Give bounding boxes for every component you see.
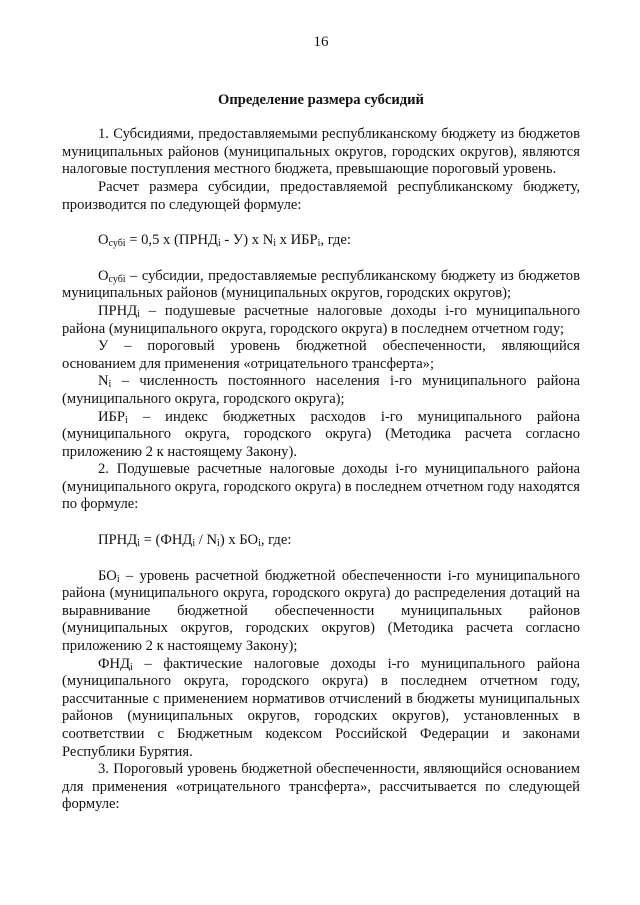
definition-fnd: $ФНД_i$ – фактические налоговые доходы i-го муниципального района (муниципального округа, городского округа) в последнем отчетном году, рассчитанные с применением нормативов отчислений в бюджеты муниципальных районов (муниципальных округов, городских округов), установленных в соответствии с Бюджетным кодексом Российской Федерации и законами Республики Бурятия. <box>62 655 580 760</box>
definition-osub: $О_{субi}$ – субсидии, предоставляемые республиканскому бюджету из бюджетов муниципальных районов (муниципальных округов, городских округов); <box>62 267 580 302</box>
section-heading: Определение размера субсидий <box>218 91 424 108</box>
formula-prnd: $ПРНД_i = (ФНД_i / N_i)$ x $БО_i$, где: <box>98 532 292 550</box>
definition-prnd: $ПРНД_i$ – подушевые расчетные налоговые доходы i-го муниципального района (муниципального округа, городского округа) в последнем отчетном году; <box>62 302 580 337</box>
formula-subsidy: $О_{субi} = 0,5$ x $(ПРНД_i - У)$ x $N_i$ x $ИБР_i$, где: <box>98 232 351 250</box>
paragraph-1: 1. Субсидиями, предоставляемыми республиканскому бюджету из бюджетов муниципальных районов (муниципальных округов, городских округов), являются налоговые поступления местного бюджета, превышающие пороговый уровень. <box>62 126 580 178</box>
definition-n: $N_i$ – численность постоянного населения i-го муниципального района (муниципального округа, городского округа); <box>62 373 580 407</box>
definition-bo: $БО_i$ – уровень расчетной бюджетной обеспеченности i-го муниципального района (муниципального округа, городского округа) до распределения дотаций на выравнивание бюджетной обеспеченности муниципальных районов (муниципальных округов, городских округов) (Методика расчета согласно приложению 2 к настоящему Закону); <box>62 567 580 655</box>
document-page <box>62 34 580 814</box>
page-number: 16 <box>313 34 329 50</box>
definition-ibr: $ИБР_i$ – индекс бюджетных расходов i-го муниципального района (муниципального округа, городского округа) (Методика расчета согласно приложению 2 к настоящему Закону). <box>62 408 580 460</box>
paragraph-2: Расчет размера субсидии, предоставляемой республиканскому бюджету, производится по следующей формуле: <box>62 178 580 213</box>
paragraph-3: 2. Подушевые расчетные налоговые доходы i-го муниципального района (муниципального округа, городского округа) в последнем отчетном году находятся по формуле: <box>62 461 580 513</box>
definition-u: У – пороговый уровень бюджетной обеспеченности, являющийся основанием для применения «отрицательного трансферта»; <box>62 338 580 372</box>
paragraph-4: 3. Пороговый уровень бюджетной обеспеченности, являющийся основанием для применения «отрицательного трансферта», рассчитывается по следующей формуле: <box>62 761 580 813</box>
